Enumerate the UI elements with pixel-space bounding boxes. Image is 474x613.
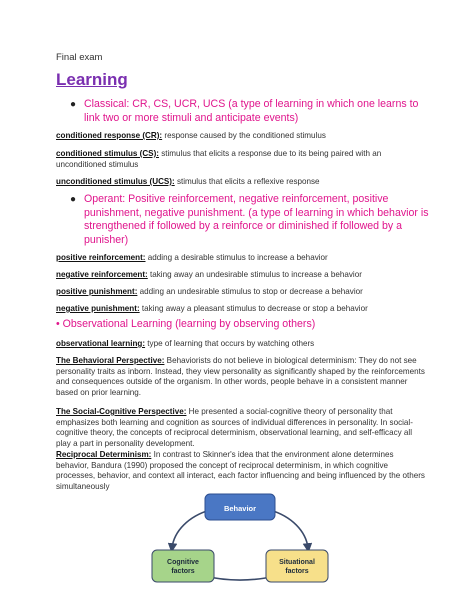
definition-term: positive reinforcement:: [56, 253, 146, 262]
definition-term: positive punishment:: [56, 287, 138, 296]
cognitive-node: [152, 550, 214, 582]
definition-text: Behaviorists do not believe in biological determinism: They do not see personality traits as inborn. Instead, they view personality as significantly shaped by the reinforcements and consequences outside of the organism. In other words, people behave in a consistent manner based on prior learning.: [56, 356, 425, 397]
definition-text: In contrast to Skinner's idea that the environment alone determines behavior, Bandura (1990) proposed the concept of reciprocal determinism, in which cognitive processes, behavior, and context all interact, each factor influencing and being influenced by the others simultaneously: [56, 450, 425, 491]
definition-term: Reciprocal Determinism:: [56, 450, 152, 459]
definition-text: He presented a social-cognitive theory of personality that emphasizes both learning and cognition as sources of individual differences in personality. In social-cognitive theory, the concepts of reciprocal determinism, observational learning, and self-efficacy all play a part in personality development.: [56, 407, 413, 448]
definition-term: observational learning:: [56, 339, 146, 348]
operant-bullet-text: Operant: Positive reinforcement, negative reinforcement, positive punishment, negative punishment. (a type of learning in which behavior is strengthened if followed by a reinforce or diminished if followed by a punisher): [84, 193, 429, 246]
paragraph-social-cognitive: [56, 407, 426, 449]
definition-text: adding a desirable stimulus to increase a behavior: [145, 253, 328, 262]
definition-cs: [56, 149, 426, 170]
definition-cr: [56, 131, 426, 142]
arrow-behavior-situational: [270, 510, 308, 548]
bullet-dot-icon: ●: [70, 99, 77, 110]
definition-term: negative reinforcement:: [56, 270, 148, 279]
definition-negative-reinforcement: [56, 270, 426, 281]
situational-node: [266, 550, 328, 582]
definition-text: response caused by the conditioned stimulus: [162, 131, 326, 140]
definition-term: The Social-Cognitive Perspective:: [56, 407, 187, 416]
definition-text: type of learning that occurs by watching others: [145, 339, 315, 348]
operant-bullet: [70, 193, 430, 247]
arrow-cognitive-situational: [205, 576, 275, 580]
definition-text: stimulus that elicits a response due to its being paired with an unconditioned stimulus: [56, 149, 382, 169]
definition-term: negative punishment:: [56, 304, 140, 313]
definition-negative-punishment: [56, 304, 426, 315]
definition-positive-reinforcement: [56, 253, 426, 264]
definition-text: adding an undesirable stimulus to stop or decrease a behavior: [137, 287, 363, 296]
definition-text: stimulus that elicits a reflexive response: [174, 177, 320, 186]
paragraph-behavioral-perspective: [56, 356, 426, 398]
cognitive-label-1: Cognitive: [167, 559, 199, 566]
reciprocal-determinism-diagram: [150, 490, 330, 600]
definition-term: conditioned response (CR):: [56, 131, 163, 140]
section-title: Learning: [56, 70, 128, 89]
definition-term: unconditioned stimulus (UCS):: [56, 177, 175, 186]
classical-bullet-text: Classical: CR, CS, UCR, UCS (a type of learning in which one learns to link two or more stimuli and anticipate events): [84, 98, 419, 124]
paragraph-reciprocal-determinism: [56, 450, 426, 492]
definition-term: conditioned stimulus (CS):: [56, 149, 159, 158]
cognitive-label-2: factors: [171, 568, 195, 575]
document-header: Final exam: [56, 52, 103, 63]
classical-bullet: [70, 98, 430, 125]
definition-text: taking away a pleasant stimulus to decrease or stop a behavior: [139, 304, 368, 313]
definition-observational-learning: [56, 339, 426, 350]
observational-bullet: • Observational Learning (learning by observing others): [56, 318, 316, 330]
situational-label-1: Situational: [279, 559, 315, 566]
arrow-behavior-cognitive: [172, 510, 210, 548]
definition-text: taking away an undesirable stimulus to increase a behavior: [147, 270, 362, 279]
definition-term: The Behavioral Perspective:: [56, 356, 165, 365]
behavior-label: Behavior: [223, 504, 257, 513]
bullet-dot-icon: ●: [70, 194, 77, 205]
definition-positive-punishment: [56, 287, 426, 298]
situational-label-2: factors: [285, 568, 309, 575]
definition-ucs: [56, 177, 426, 188]
